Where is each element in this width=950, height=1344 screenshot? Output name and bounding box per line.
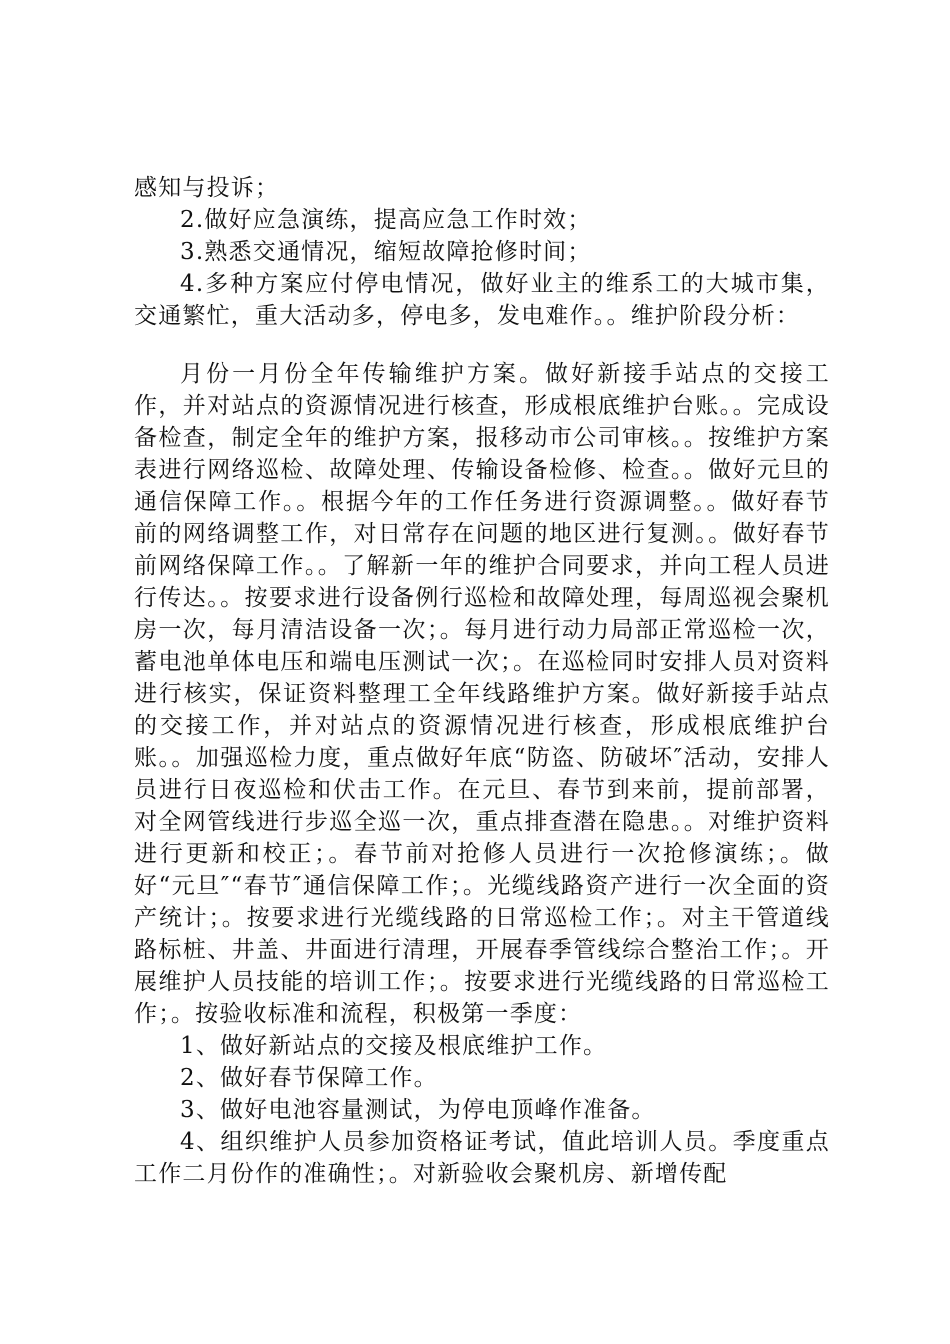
paragraph-complaint: 感知与投诉； [134, 175, 280, 201]
paragraph-q1-item-1: 1、做好新站点的交接及根底维护工作。 [180, 1033, 608, 1059]
paragraph-monthly-plan: 月份一月份全年传输维护方案。做好新接手站点的交接工作，并对站点的资源情况进行核查，形成根底维护台账。。完成设备检查，制定全年的维护方案，报移动市公司审核。。按维护方案表进行网络巡检、故障处理、传输设备检修、检查。。做好元旦的通信保障工作。。根据今年的工作任务进行资源调整。。做好春节前的网络调整工作，对日常存在问题的地区进行复测。。做好春节前网络保障工作。。了解新一年的维护合同要求，并向工程人员进行传达。。按要求进行设备例行巡检和故障处理，每周巡视会聚机房一次，每月清洁设备一次；。每月进行动力局部正常巡检一次，蓄电池单体电压和端电压测试一次；。在巡检同时安排人员对资料进行核实，保证资料整理工全年线路维护方案。做好新接手站点的交接工作，并对站点的资源情况进行核查，形成根底维护台账。。加强巡检力度，重点做好年底“防盗、防破坏″活动，安排人员进行日夜巡检和伏击工作。在元旦、春节到来前，提前部署，对全网管线进行步巡全巡一次，重点排查潜在隐患。。对维护资料进行更新和校正；。春节前对抢修人员进行一次抢修演练；。做好“元旦″“春节″通信保障工作；。光缆线路资产进行一次全面的资产统计；。按要求进行光缆线路的日常巡检工作；。对主干管道线路标桩、井盖、井面进行清理，开展春季管线综合整治工作；。开展维护人员技能的培训工作；。按要求进行光缆线路的日常巡检工作；。按验收标准和流程，积极第一季度： [134, 361, 830, 1027]
paragraph-q1-item-3: 3、做好电池容量测试，为停电顶峰作准备。 [180, 1097, 656, 1123]
main-section [134, 358, 830, 1190]
top-section [134, 172, 830, 332]
paragraph-item-4: 4.多种方案应付停电情况，做好业主的维系工的大城市集，交通繁忙，重大活动多，停电多，发电难作。。维护阶段分析： [134, 271, 830, 329]
paragraph-q1-item-4: 4、组织维护人员参加资格证考试，值此培训人员。季度重点工作二月份作的准确性；。对新验收会聚机房、新增传配 [134, 1129, 830, 1187]
paragraph-item-3: 3.熟悉交通情况，缩短故障抢修时间； [180, 239, 592, 265]
paragraph-item-2: 2.做好应急演练，提高应急工作时效； [180, 207, 592, 233]
paragraph-q1-item-2: 2、做好春节保障工作。 [180, 1065, 438, 1091]
